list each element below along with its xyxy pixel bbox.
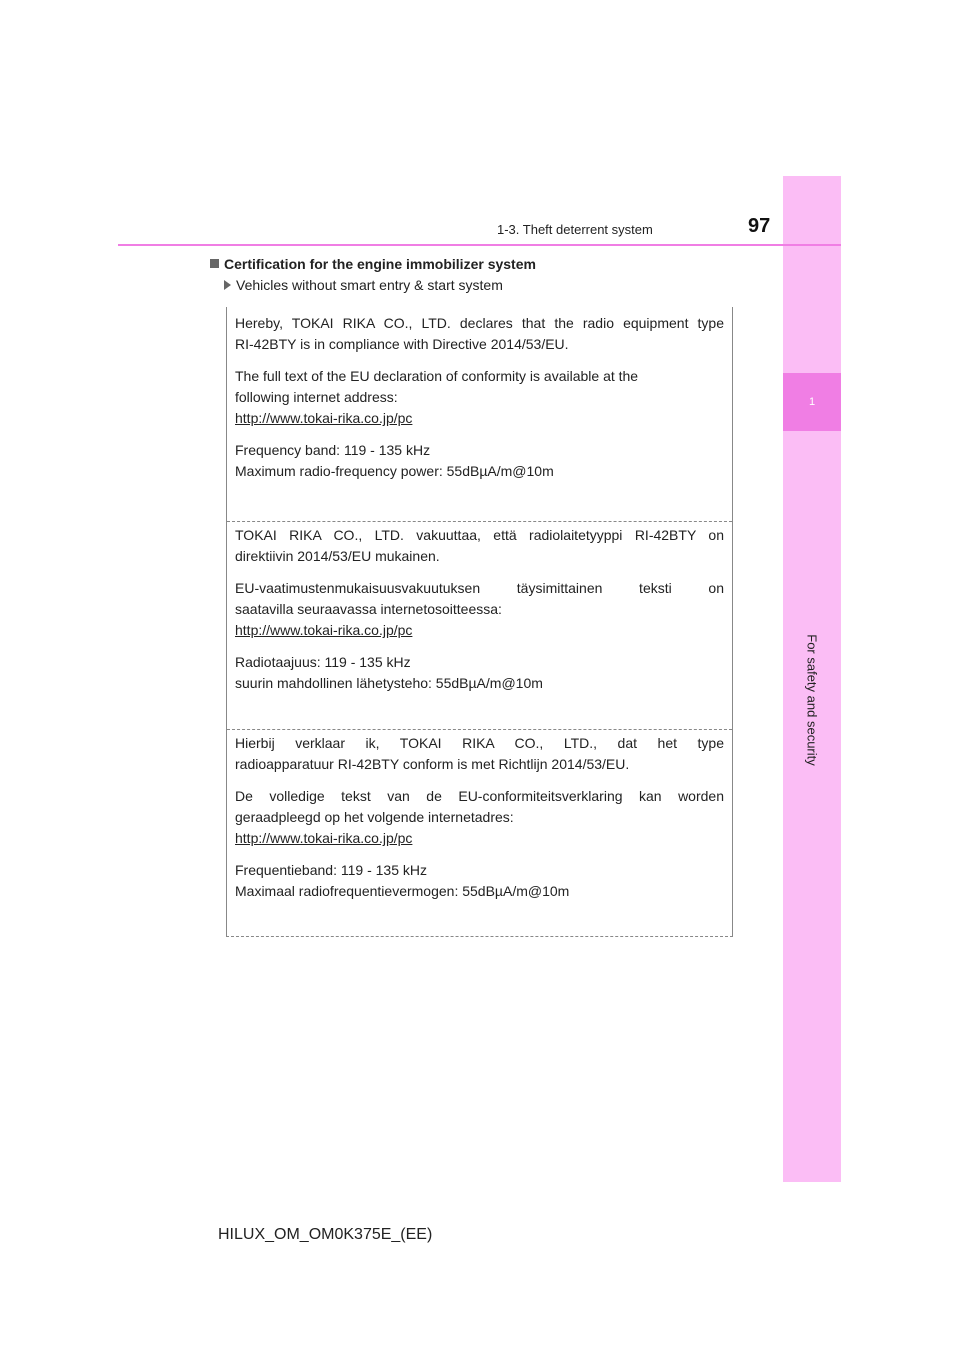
subsection-heading bbox=[224, 277, 503, 293]
cert-block-dutch bbox=[227, 729, 732, 913]
spec-paragraph bbox=[235, 440, 724, 482]
full-text-line-2: saatavilla seuraavassa internetosoitteessa: bbox=[235, 601, 502, 617]
cert-block-finnish bbox=[227, 521, 732, 705]
declaration-line-2: direktiivin 2014/53/EU mukainen. bbox=[235, 548, 440, 564]
square-bullet-icon bbox=[210, 259, 219, 268]
declaration-paragraph bbox=[235, 525, 724, 567]
full-text-line-2: geraadpleegd op het volgende internetadres: bbox=[235, 809, 514, 825]
declaration-link[interactable]: http://www.tokai-rika.co.jp/pc bbox=[235, 622, 413, 638]
max-power: Maximum radio-frequency power: 55dBµA/m@10m bbox=[235, 463, 554, 479]
page-number: 97 bbox=[748, 215, 771, 237]
header-divider bbox=[118, 244, 841, 246]
triangle-bullet-icon bbox=[224, 280, 231, 290]
full-text-paragraph bbox=[235, 366, 724, 429]
full-text-line-1: EU-vaatimustenmukaisuusvakuutuksen täysimittainen teksti on bbox=[235, 580, 724, 596]
declaration-line-1: TOKAI RIKA CO., LTD. vakuuttaa, että radiolaitetyyppi RI-42BTY on bbox=[235, 527, 724, 543]
max-power: Maximaal radiofrequentievermogen: 55dBµA/m@10m bbox=[235, 883, 570, 899]
frequency-band: Frequentieband: 119 - 135 kHz bbox=[235, 862, 427, 878]
spec-paragraph bbox=[235, 652, 724, 694]
declaration-paragraph bbox=[235, 733, 724, 775]
declaration-line-2: radioapparatuur RI-42BTY conform is met Richtlijn 2014/53/EU. bbox=[235, 756, 630, 772]
manual-code: HILUX_OM_OM0K375E_(EE) bbox=[218, 1226, 433, 1243]
chapter-label: For safety and security bbox=[804, 634, 820, 766]
max-power: suurin mahdollinen lähetysteho: 55dBµA/m@10m bbox=[235, 675, 543, 691]
section-heading-text: Certification for the engine immobilizer system bbox=[224, 256, 536, 272]
spec-paragraph bbox=[235, 860, 724, 902]
chapter-number-badge: 1 bbox=[783, 373, 841, 431]
full-text-line-1: De volledige tekst van de EU-conformiteitsverklaring kan worden bbox=[235, 788, 724, 804]
declaration-line-1: Hierbij verklaar ik, TOKAI RIKA CO., LTD., dat het type bbox=[235, 735, 724, 751]
declaration-paragraph bbox=[235, 313, 724, 355]
subsection-heading-text: Vehicles without smart entry & start system bbox=[236, 277, 503, 293]
frequency-band: Frequency band: 119 - 135 kHz bbox=[235, 442, 431, 458]
declaration-link[interactable]: http://www.tokai-rika.co.jp/pc bbox=[235, 830, 413, 846]
section-heading bbox=[210, 256, 536, 272]
declaration-line-2: RI-42BTY is in compliance with Directive 2014/53/EU. bbox=[235, 336, 569, 352]
header-section-title: 1-3. Theft deterrent system bbox=[497, 222, 653, 237]
full-text-paragraph bbox=[235, 786, 724, 849]
full-text-line-2: following internet address: bbox=[235, 389, 398, 405]
declaration-link[interactable]: http://www.tokai-rika.co.jp/pc bbox=[235, 410, 413, 426]
cert-block-english bbox=[227, 313, 732, 493]
frequency-band: Radiotaajuus: 119 - 135 kHz bbox=[235, 654, 411, 670]
full-text-line-1: The full text of the EU declaration of conformity is available at the bbox=[235, 368, 639, 384]
declaration-line-1: Hereby, TOKAI RIKA CO., LTD. declares that the radio equipment type bbox=[235, 315, 724, 331]
full-text-paragraph bbox=[235, 578, 724, 641]
certification-box bbox=[226, 307, 733, 937]
